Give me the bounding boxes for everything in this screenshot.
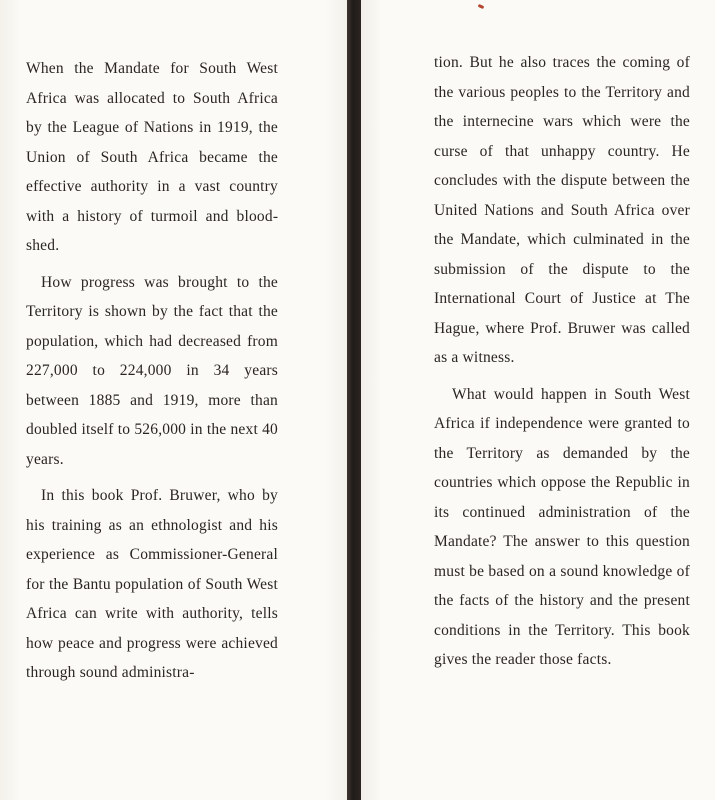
paragraph: In this book Prof. Bruwer, who by his training as an ethnologist and his experience as Commissioner-General for the Bantu population of South West Africa can write with authority, tells how peace and progress were achieved through sound administra-: [26, 487, 278, 681]
paragraph: tion. But he also traces the coming of the various peoples to the Territory and the internecine wars which were the curse of that unhappy country. He concludes with the dispute between the United Nations and South Africa over the Mandate, which culminated in the submission of the dispute to the International Court of Justice at The Hague, where Prof. Bruwer was called as a witness.: [434, 54, 690, 366]
right-page-text: [434, 48, 690, 682]
paragraph: What would happen in South West Africa if independence were granted to the Territory as demanded by the countries which oppose the Republic in its continued administration of the Mandate? The answer to this question must be based on a sound knowledge of the facts of the history and the present conditions in the Territory. This book gives the reader those facts.: [434, 385, 690, 668]
paragraph: How progress was brought to the Territory is shown by the fact that the population, which had decreased from 227,000 to 224,000 in 34 years between 1885 and 1919, more than doubled itself to 526,000 in the next 40 years.: [26, 273, 278, 468]
paragraph: When the Mandate for South West Africa was allocated to South Africa by the League of Nations in 1919, the Union of South Africa became the effective authority in a vast country with a history of turmoil and bloodshed.: [26, 60, 278, 254]
book-gutter: [347, 0, 361, 800]
left-page-text: [26, 54, 278, 695]
